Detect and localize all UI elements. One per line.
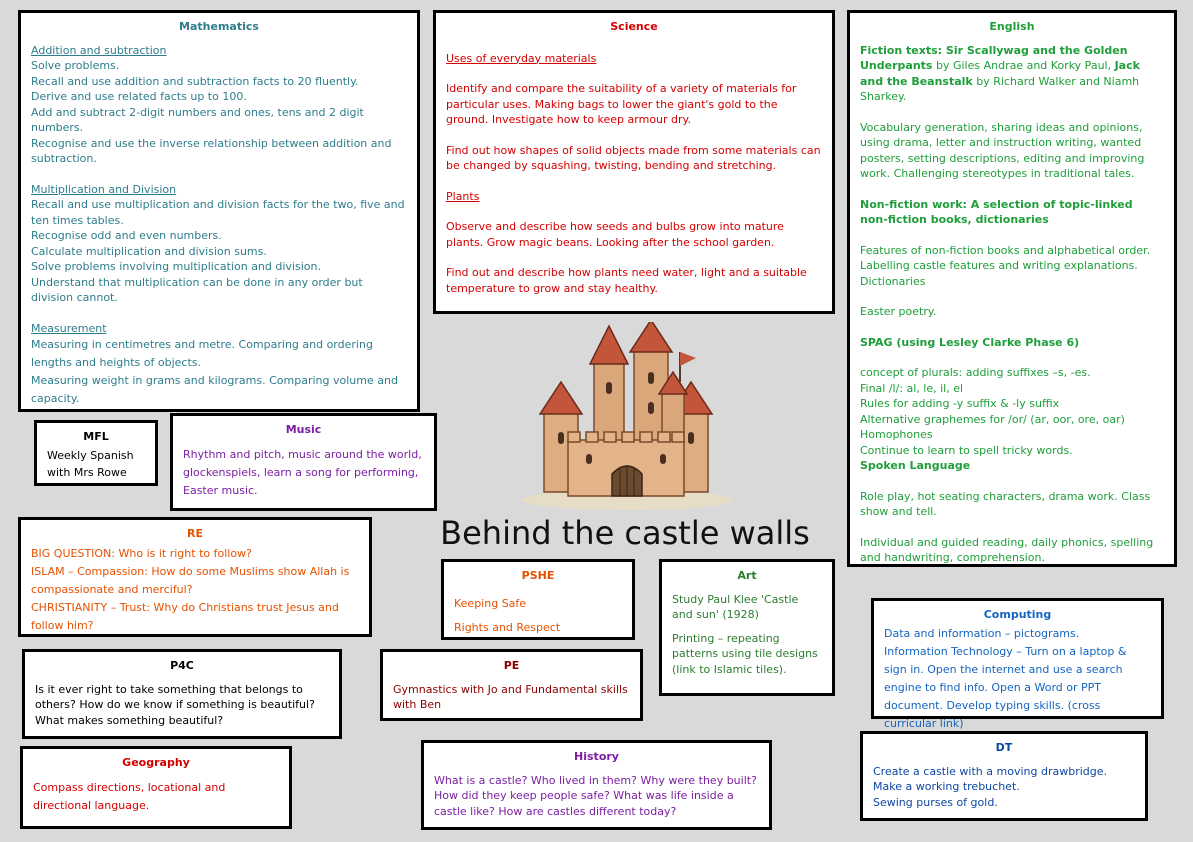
science-paragraph: Find out how shapes of solid objects made from some materials can be changed by squashing, twisting, bending and stretching. — [446, 143, 821, 172]
computing-line: Information Technology – Turn on a laptop & sign in. Open the internet and use a search engine to find info. Open a Word or PPT document. Develop typing skills. (cross curricular link) — [884, 644, 1127, 730]
pshe-line: Rights and Respect — [454, 620, 561, 634]
science-paragraph: Identify and compare the suitability of a variety of materials for particular uses. Making bags to lower the giant's gold to the ground. Investigate how to keep armour dry. — [446, 82, 797, 126]
pshe-title: PSHE — [521, 569, 555, 582]
music-text: Rhythm and pitch, music around the world, glockenspiels, learn a song for performing, Easter music. — [183, 447, 422, 497]
p4c-title: P4C — [170, 659, 194, 672]
spag-line: Alternative graphemes for /or/ (ar, oor, ore, oar) — [860, 412, 1125, 426]
re-islam: ISLAM – Compassion: How do some Muslims show Allah is compassionate and merciful? — [31, 564, 350, 596]
geography-title: Geography — [122, 756, 190, 769]
maths-line: Add and subtract 2-digit numbers and ones, tens and 2 digit numbers. — [31, 105, 364, 134]
maths-line: Solve problems. — [31, 59, 120, 72]
english-nonfiction-text: Features of non-fiction books and alphabetical order. Labelling castle features and writing explanations. Dictionaries — [860, 243, 1151, 288]
science-title: Science — [610, 20, 658, 33]
fiction-book-2: Jack and the Beanstalk — [860, 59, 1140, 88]
art-panel — [659, 559, 835, 696]
maths-heading-multiplication: Multiplication and Division — [31, 182, 177, 196]
spag-line: Final /l/: al, le, il, el — [860, 381, 964, 395]
re-big-question: BIG QUESTION: Who is it right to follow? — [31, 546, 252, 560]
maths-line: Derive and use related facts up to 100. — [31, 90, 247, 103]
science-heading-plants: Plants — [446, 189, 480, 203]
english-easter: Easter poetry. — [860, 305, 937, 318]
english-reading: Individual and guided reading, daily phonics, spelling and handwriting, comprehension. — [860, 535, 1154, 564]
re-title: RE — [187, 527, 203, 540]
computing-title: Computing — [983, 608, 1052, 621]
history-text: What is a castle? Who lived in them? Why were they built? How did they keep people safe? What was life inside a castle like? How are castles different today? — [434, 773, 757, 818]
maths-line: Measuring in centimetres and metre. Comparing and ordering lengths and heights of objects. — [31, 338, 373, 369]
castle-illustration — [516, 322, 738, 512]
english-title: English — [989, 20, 1035, 33]
maths-line: Understand that multiplication can be done in any order but division cannot. — [31, 275, 363, 304]
english-panel — [847, 10, 1177, 567]
spag-line: concept of plurals: adding suffixes –s, -es. — [860, 366, 1091, 379]
music-title: Music — [285, 423, 322, 436]
maths-line: Measuring weight in grams and kilograms. Comparing volume and capacity. — [31, 374, 398, 405]
pe-title: PE — [503, 659, 520, 672]
mfl-text: Weekly Spanish with Mrs Rowe — [47, 448, 134, 479]
science-heading-materials: Uses of everyday materials — [446, 51, 597, 65]
maths-line: Recall and use multiplication and division facts for the two, five and ten times tables. — [31, 198, 405, 227]
dt-line: Sewing purses of gold. — [873, 795, 998, 809]
art-paragraph: Study Paul Klee 'Castle and sun' (1928) — [672, 592, 799, 621]
p4c-text: Is it ever right to take something that belongs to others? How do we know if something is beautiful? What makes something beautiful? — [35, 682, 315, 727]
fiction-author-2: by Richard Walker and Niamh Sharkey. — [860, 74, 1140, 103]
spag-line: Homophones — [860, 428, 933, 441]
science-panel — [433, 10, 835, 314]
fiction-label: Fiction texts: Sir Scallywag and the Golden Underpants — [860, 43, 1128, 72]
mfl-panel — [34, 420, 158, 486]
pe-panel — [380, 649, 643, 721]
maths-line: Calculate multiplication and division sums. — [31, 244, 267, 258]
spag-line: Continue to learn to spell tricky words. — [860, 443, 1073, 457]
mathematics-panel — [18, 10, 420, 412]
english-spoken-label: Spoken Language — [860, 459, 971, 472]
computing-line: Data and information – pictograms. — [884, 626, 1080, 640]
history-title: History — [574, 750, 619, 763]
fiction-author-1: by Giles Andrae and Korky Paul, — [932, 59, 1115, 72]
english-fiction — [860, 43, 1164, 105]
history-panel — [421, 740, 772, 830]
re-christianity: CHRISTIANITY – Trust: Why do Christians trust Jesus and follow him? — [31, 600, 339, 632]
dt-line: Create a castle with a moving drawbridge. Make a working trebuchet. — [873, 764, 1108, 793]
science-paragraph: Observe and describe how seeds and bulbs grow into mature plants. Grow magic beans. Looking after the school garden. — [446, 220, 784, 249]
english-spoken-text: Role play, hot seating characters, drama work. Class show and tell. — [860, 489, 1151, 518]
science-paragraph: Find out and describe how plants need water, light and a suitable temperature to grow and stay healthy. — [446, 266, 807, 295]
mathematics-title: Mathematics — [179, 20, 259, 33]
maths-line: Recognise odd and even numbers. — [31, 229, 222, 242]
computing-panel — [871, 598, 1164, 730]
page-title: Behind the castle walls — [440, 514, 810, 552]
p4c-panel — [22, 649, 342, 739]
dt-panel — [860, 731, 1148, 821]
english-spag-label: SPAG (using Lesley Clarke Phase 6) — [860, 335, 1080, 349]
geography-text: Compass directions, locational and directional language. — [33, 780, 226, 812]
maths-line: Recall and use addition and subtraction facts to 20 fluently. — [31, 74, 359, 88]
maths-line: Recognise and use the inverse relationship between addition and subtraction. — [31, 136, 392, 165]
maths-line: Solve problems involving multiplication and division. — [31, 260, 321, 273]
maths-heading-addition: Addition and subtraction — [31, 43, 167, 57]
pshe-panel — [441, 559, 635, 640]
english-vocabulary: Vocabulary generation, sharing ideas and opinions, using drama, letter and instruction writing, wanted posters, setting descriptions, editing and improving work. Challenging stereotypes in traditional tales. — [860, 120, 1145, 180]
pshe-line: Keeping Safe — [454, 596, 527, 610]
re-panel — [18, 517, 372, 637]
spag-line: Rules for adding -y suffix & -ly suffix — [860, 397, 1060, 410]
pe-text: Gymnastics with Jo and Fundamental skills with Ben — [393, 682, 628, 711]
geography-panel — [20, 746, 292, 829]
maths-heading-measurement: Measurement — [31, 321, 107, 335]
english-nonfiction-label: Non-fiction work: A selection of topic-linked non-fiction books, dictionaries — [860, 197, 1133, 226]
art-title: Art — [737, 569, 757, 582]
dt-title: DT — [995, 741, 1013, 754]
mfl-title: MFL — [83, 430, 109, 443]
music-panel — [170, 413, 437, 511]
art-paragraph: Printing – repeating patterns using tile designs (link to Islamic tiles). — [672, 631, 818, 676]
